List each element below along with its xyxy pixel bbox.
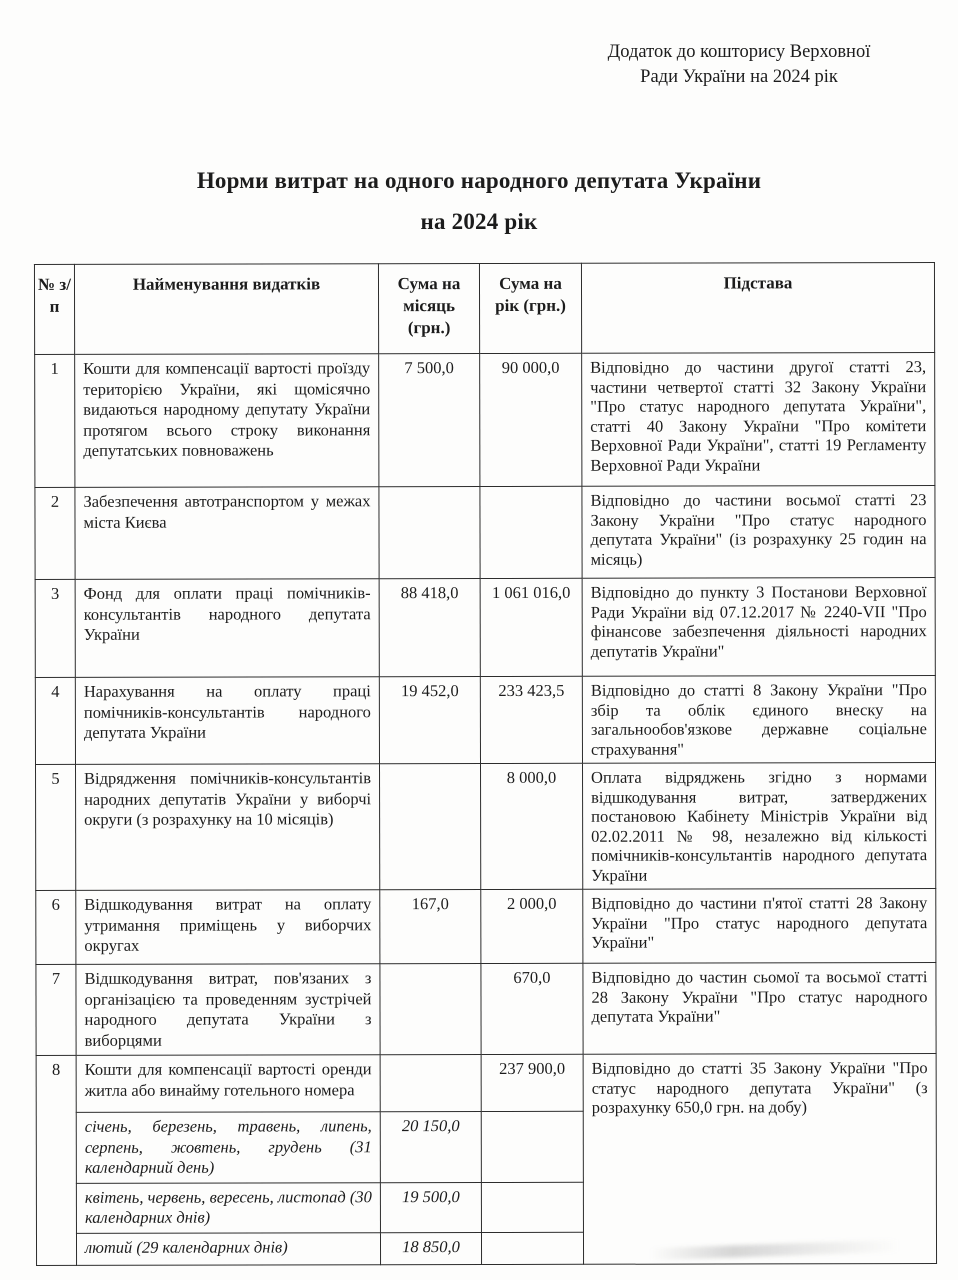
row-number: 5	[36, 764, 76, 890]
table-row	[36, 963, 936, 1056]
expense-name: Відрядження помічників-консультантів народних депутатів України у виборчі округи (з розрахунку на 10 місяців)	[76, 764, 380, 891]
col-header-name: Найменування видатків	[74, 264, 378, 355]
annex-note-line2: Ради України на 2024 рік	[640, 67, 838, 87]
yearly-amount: 237 900,0	[481, 1054, 583, 1111]
row-number: 4	[35, 677, 75, 764]
monthly-amount: 18 850,0	[380, 1232, 481, 1264]
yearly-amount	[481, 1232, 583, 1264]
expense-name: Забезпечення автотранспортом у межах міста Києва	[75, 487, 379, 580]
yearly-amount: 2 000,0	[481, 889, 583, 963]
row-number: 1	[35, 354, 75, 487]
expense-name: Кошти для компенсації вартості оренди житла або винайму готельного номера	[76, 1055, 380, 1113]
monthly-amount: 20 150,0	[380, 1112, 481, 1183]
document-title-line2: на 2024 рік	[420, 209, 538, 234]
legal-basis: Відповідно до частини п'ятої статті 28 Закону України "Про статус народного депутата України"	[583, 889, 936, 964]
col-header-basis: Підстава	[581, 263, 934, 354]
monthly-amount: 19 452,0	[379, 677, 480, 764]
monthly-amount	[380, 964, 481, 1055]
monthly-amount	[379, 487, 480, 579]
monthly-amount	[380, 1055, 481, 1112]
table-header-row	[34, 263, 934, 355]
yearly-amount	[481, 1111, 583, 1182]
annex-note	[556, 40, 922, 90]
expense-subname: квітень, червень, вересень, листопад (30 календарних днів)	[76, 1182, 380, 1233]
legal-basis: Оплата відряджень згідно з нормами відшкодування витрат, затверджених постановою Кабінету Міністрів України від 02.02.2011 № 98, незалежно від кількості помічників-консультантів народного депутата України	[582, 763, 935, 890]
table-row	[36, 889, 936, 965]
monthly-amount: 88 418,0	[379, 579, 480, 677]
yearly-amount	[481, 1182, 583, 1232]
col-header-num: № з/п	[34, 264, 74, 354]
expense-name: Відшкодування витрат, пов'язаних з організацією та проведенням зустрічей народного депутата України з виборцями	[76, 964, 380, 1056]
table-row	[35, 676, 935, 765]
document-title	[0, 160, 958, 242]
row-number: 7	[36, 964, 76, 1055]
expense-name: Нарахування на оплату праці помічників-консультантів народного депутата України	[75, 677, 379, 765]
expense-name: Фонд для оплати праці помічників-консультантів народного депутата України	[75, 579, 379, 678]
yearly-amount	[480, 486, 582, 578]
monthly-amount: 7 500,0	[379, 354, 480, 487]
expense-table-body	[35, 353, 937, 1265]
yearly-amount: 90 000,0	[480, 353, 582, 486]
legal-basis: Відповідно до частини другої статті 23, частини четвертої статті 32 Закону України "Про статус народного депутата України", статті 40 Закону України "Про комітети Верховної Ради України", статті 19 Регламенту Верховної Ради України	[582, 353, 935, 487]
row-number: 2	[35, 487, 75, 579]
row-number: 8	[36, 1055, 76, 1265]
monthly-amount	[379, 764, 480, 890]
expense-subname: лютий (29 календарних днів)	[76, 1232, 380, 1265]
annex-note-line1: Додаток до кошторису Верховної	[607, 42, 871, 62]
yearly-amount: 233 423,5	[480, 676, 582, 763]
col-header-monthly: Сума на місяць (грн.)	[378, 264, 479, 354]
legal-basis: Відповідно до пункту 3 Постанови Верховної Ради України від 07.12.2017 № 2240-VII "Про фінансове забезпечення діяльності народних депутатів України"	[582, 578, 935, 677]
legal-basis: Відповідно до статті 8 Закону України "Про збір та облік єдиного внеску на загальнообов'язкове державне соціальне страхування"	[582, 676, 935, 764]
legal-basis: Відповідно до частини восьмої статті 23 Закону України "Про статус народного депутата України" (із розрахунку 25 годин на місяць)	[582, 486, 935, 579]
legal-basis: Відповідно до частин сьомої та восьмої статті 28 Закону України "Про статус народного депутата України"	[583, 963, 936, 1055]
row-number: 3	[35, 579, 75, 677]
table-row	[36, 1054, 936, 1113]
col-header-yearly: Сума на рік (грн.)	[479, 263, 581, 353]
row-number: 6	[36, 890, 76, 964]
expense-table	[34, 262, 937, 1265]
expense-name: Відшкодування витрат на оплату утримання приміщень у виборчих округах	[76, 890, 380, 965]
expense-subname: січень, березень, травень, липень, серпень, жовтень, грудень (31 календарний день)	[76, 1112, 380, 1183]
expense-name: Кошти для компенсації вартості проїзду територією України, які щомісячно видаються народному депутату України протягом всього строку виконання депутатських повноважень	[75, 354, 379, 488]
yearly-amount: 1 061 016,0	[480, 578, 582, 676]
table-row	[35, 353, 935, 488]
table-row	[36, 763, 936, 891]
monthly-amount: 19 500,0	[380, 1182, 481, 1232]
yearly-amount: 670,0	[481, 963, 583, 1054]
document-title-line1: Норми витрат на одного народного депутата України	[196, 168, 762, 193]
legal-basis: Відповідно до статті 35 Закону України "Про статус народного депутата України" (з розрахунку 650,0 грн. на добу)	[583, 1054, 936, 1264]
table-row	[35, 578, 935, 678]
table-row	[35, 486, 935, 580]
monthly-amount: 167,0	[380, 890, 481, 964]
yearly-amount: 8 000,0	[480, 763, 582, 889]
